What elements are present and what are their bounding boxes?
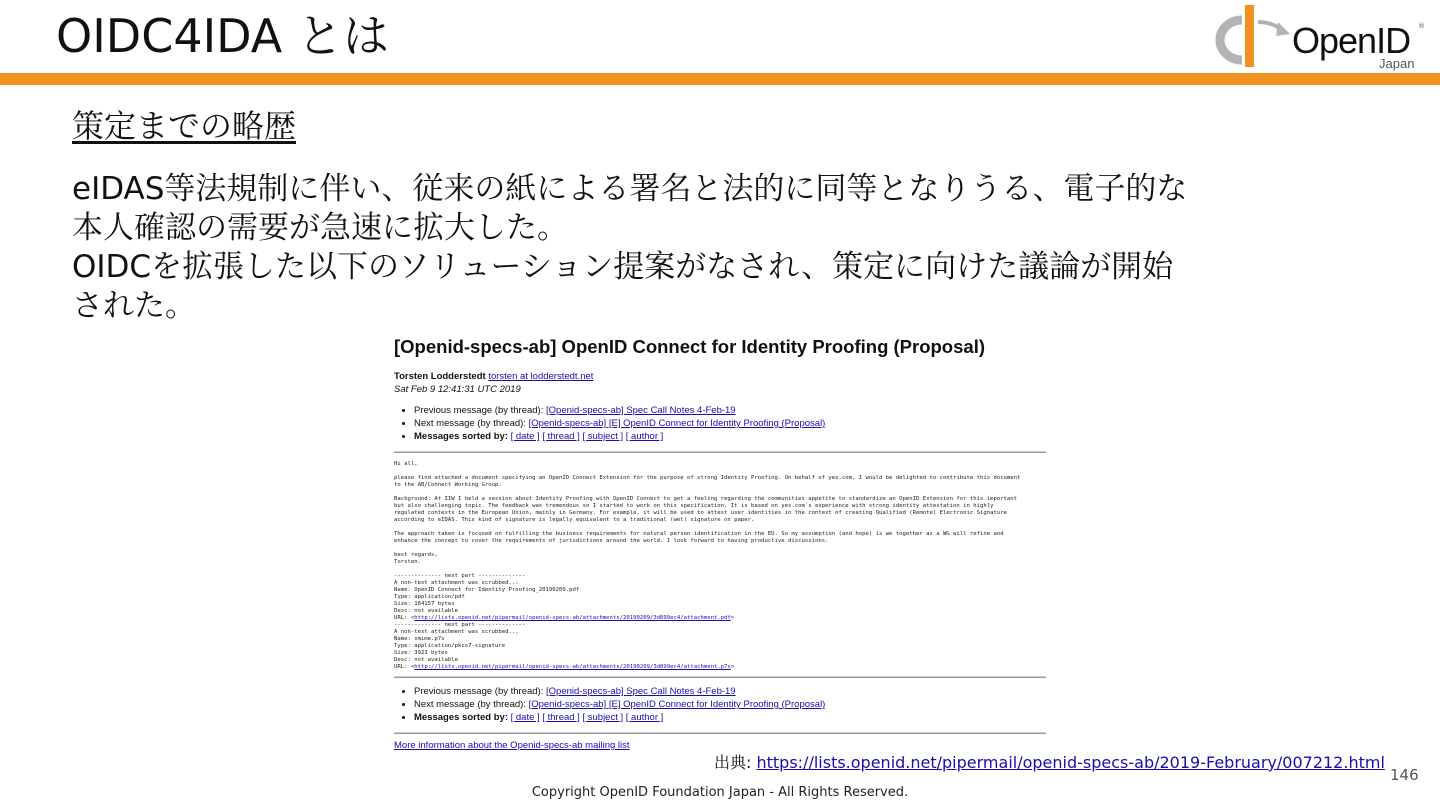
- attachment-p7s-link[interactable]: http://lists.openid.net/pipermail/openid-specs-ab/attachments/20190209/3d899ec4/attachment.p7s: [414, 664, 731, 670]
- message-meta: [394, 370, 593, 396]
- citation: [714, 752, 1385, 774]
- body-line: OIDCを拡張した以下のソリューション提案がなされ、策定に向けた議論が開始: [72, 249, 1174, 285]
- prev-message-link[interactable]: [Openid-specs-ab] Spec Call Notes 4-Feb-19: [546, 405, 736, 416]
- message-text-2: -------------- next part -------------- A non-text attachment was scrubbed... Name: smime.p7s Type: application/pkcs7-signature Size: 3923 bytes Desc: not available: [394, 622, 526, 663]
- next-message-item: • Next message (by thread): [Openid-specs-ab] [E] OpenID Connect for Identity Proofing (Proposal): [414, 698, 825, 711]
- prev-message-item: • Previous message (by thread): [Openid-specs-ab] Spec Call Notes 4-Feb-19: [414, 685, 825, 698]
- body-text: [72, 170, 1372, 326]
- body-line: eIDAS等法規制に伴い、従来の紙による署名と法的に同等となりうる、電子的な: [72, 171, 1188, 207]
- prev-message-link[interactable]: [Openid-specs-ab] Spec Call Notes 4-Feb-19: [546, 686, 736, 697]
- author-email-link[interactable]: torsten at lodderstedt.net: [488, 371, 594, 382]
- section-heading: 策定までの略歴: [72, 107, 297, 145]
- prev-message-item: • Previous message (by thread): [Openid-specs-ab] Spec Call Notes 4-Feb-19: [414, 404, 825, 417]
- sort-date-link[interactable]: [ date ]: [510, 712, 540, 723]
- sort-thread-link[interactable]: [ thread ]: [542, 431, 580, 442]
- divider: [394, 732, 1046, 734]
- sort-links-item: • Messages sorted by: [ date ] [ thread ] [ subject ] [ author ]: [414, 430, 825, 443]
- message-text: Hi all, please find attached a document specifying an OpenID Connect Extension for the purpose of strong Identity Proofing. On behalf of yes.com, I would be delighted to contribute this document to the AB/Connect Working Group. Background: At IIW I held a session about Identity Proofing with OpenID Connect to get a feeling regarding the communities appetite to standardize an OpenID Extension for this important but also challenging topic. The feedback was tremendous so I started to work on this specification. It is based on yes.com´s experience with strong identity attestation in highly regulated contexts in the European Union, mainly in Germany. For example, it will be used to attest user identities in the context of creating Qualified (Remote) Electronic Signature according to eIDAS. This kind of signature is legally equivalent to a traditional (wet) signature on paper. The approach taken is focused on fulfilling the business requirements for natural person identification in the EU. So my assumption (and hope) is we together as a WG will refine and enhance the concept to cover the requirements of jurisdictions around the world. I look forward to having productive discussions. best regards, Torsten. -------------- next part -------------- A non-text attachment was scrubbed... Name: OpenID Connect for Identity Proofing_20190209.pdf Type: application/pdf Size: 164157 bytes Desc: not available: [394, 461, 1021, 614]
- thread-nav-bottom: [400, 685, 825, 724]
- header-accent-bar: [0, 73, 1440, 85]
- next-message-item: • Next message (by thread): [Openid-specs-ab] [E] OpenID Connect for Identity Proofing (Proposal): [414, 417, 825, 430]
- copyright-footer: Copyright OpenID Foundation Japan - All Rights Reserved.: [531, 785, 909, 800]
- logo-subtitle: Japan: [1379, 56, 1415, 71]
- openid-logo-icon: [1214, 2, 1294, 72]
- attachment-pdf-link[interactable]: http://lists.openid.net/pipermail/openid-specs-ab/attachments/20190209/3d899ec4/attachment.pdf: [414, 615, 731, 621]
- sort-author-link[interactable]: [ author ]: [625, 712, 664, 723]
- citation-label: 出典:: [714, 753, 757, 772]
- author-name: Torsten Lodderstedt: [394, 371, 486, 382]
- message-body: Hi all, please find attached a document specifying an OpenID Connect Extension for the purpose of strong Identity Proofing. On behalf of yes.com, I would be delighted to contribute this document to the AB/Connect Working Group. Background: At IIW I held a session about Identity Proofing with OpenID Connect to get a feeling regarding the communities appetite to standardize an OpenID Extension for this important but also challenging topic. The feedback was tremendous so I started to work on this specification. It is based on yes.com´s experience with strong identity attestation in highly regulated contexts in the European Union, mainly in Germany. For example, it will be used to attest user identities in the context of creating Qualified (Remote) Electronic Signature according to eIDAS. This kind of signature is legally equivalent to a traditional (wet) signature on paper. The approach taken is focused on fulfilling the business requirements for natural person identification in the EU. So my assumption (and hope) is we together as a WG will refine and enhance the concept to cover the requirements of jurisdictions around the world. I look forward to having productive discussions. best regards, Torsten. -------------- next part -------------- A non-text attachment was scrubbed... Name: OpenID Connect for Identity Proofing_20190209.pdf Type: application/pdf Size: 164157 bytes Desc: not available URL: <http://lists.openid.net/pipermail/openid-specs-ab/attachments/20190209/3d899ec4/attachment.pdf> -------------- next part -------------- A non-text attachment was scrubbed... Name: smime.p7s Type: application/pkcs7-signature Size: 3923 bytes Desc: not available URL: <http://lists.openid.net/pipermail/openid-specs-ab/attachments/20190209/3d899ec4/attachment.p7s>: [394, 461, 1021, 670]
- sort-date-link[interactable]: [ date ]: [510, 431, 540, 442]
- divider: [394, 451, 1046, 453]
- message-title: [Openid-specs-ab] OpenID Connect for Identity Proofing (Proposal): [394, 336, 985, 357]
- sort-subject-link[interactable]: [ subject ]: [582, 431, 624, 442]
- next-message-link[interactable]: [Openid-specs-ab] [E] OpenID Connect for Identity Proofing (Proposal): [528, 418, 826, 429]
- sort-author-link[interactable]: [ author ]: [625, 431, 664, 442]
- page-number: 146: [1390, 766, 1419, 784]
- thread-nav-top: [400, 404, 825, 443]
- mailing-list-screenshot: [390, 330, 1050, 755]
- registered-mark: ®: [1418, 22, 1425, 30]
- body-line: された。: [72, 288, 196, 324]
- sort-thread-link[interactable]: [ thread ]: [542, 712, 580, 723]
- sort-links-item: • Messages sorted by: [ date ] [ thread ] [ subject ] [ author ]: [414, 711, 825, 724]
- body-line: 本人確認の需要が急速に拡大した。: [72, 210, 568, 246]
- sort-subject-link[interactable]: [ subject ]: [582, 712, 624, 723]
- slide-title: OIDC4IDA とは: [56, 9, 389, 63]
- more-info-link[interactable]: More information about the Openid-specs-ab mailing list: [394, 740, 630, 751]
- message-date: Sat Feb 9 12:41:31 UTC 2019: [394, 384, 521, 395]
- openid-japan-logo: [1214, 2, 1430, 72]
- citation-link[interactable]: https://lists.openid.net/pipermail/openid-specs-ab/2019-February/007212.html: [756, 753, 1385, 772]
- divider: [394, 676, 1046, 678]
- logo-wordmark: OpenID: [1292, 20, 1411, 61]
- next-message-link[interactable]: [Openid-specs-ab] [E] OpenID Connect for Identity Proofing (Proposal): [528, 699, 826, 710]
